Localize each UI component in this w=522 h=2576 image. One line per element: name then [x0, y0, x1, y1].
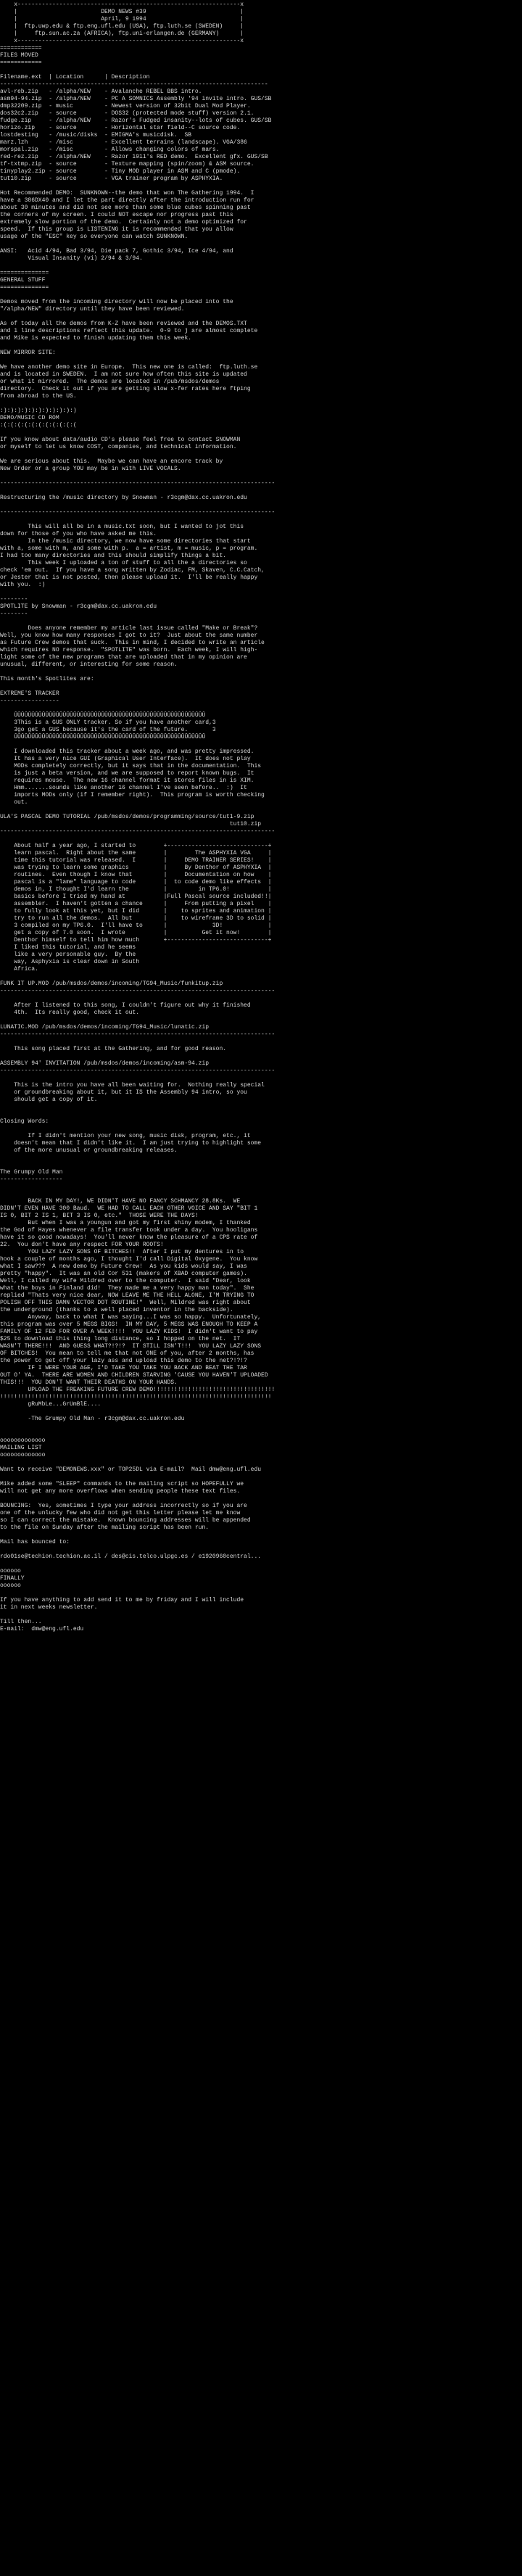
- text-line: Africa.: [0, 966, 38, 973]
- text-line: it in next weeks newsletter.: [0, 1604, 98, 1611]
- text-line: Demos moved from the incoming directory will now be placed into the: [0, 299, 233, 305]
- text-line: dmp32209.zip - music - Newest version of 32bit Dual Mod Player.: [0, 103, 251, 110]
- text-line: try to run all the demos. All but | to wireframe 3D to solid |: [0, 915, 272, 922]
- text-line: ==============: [0, 284, 49, 291]
- text-line: marz.lzh - /misc - Excellent terrains (landscape). VGA/386: [0, 139, 247, 146]
- text-line: 4th. Its really good, check it out.: [0, 1010, 140, 1016]
- text-line: gRuMbLe...GrUmBlE....: [0, 1401, 102, 1408]
- text-line: :):):):):):):):):):):): [0, 408, 77, 414]
- text-line: --------: [0, 611, 28, 617]
- text-line: dos32c2.zip - source - DOS32 (protected mode stuff) version 2.1.: [0, 110, 254, 117]
- text-line: MODs completely correctly, but it says that in the documentation. This: [0, 763, 262, 769]
- text-line: this program was over 5 MEGS BIGS! IN MY DAY, 5 MEGS WAS ENOUGH TO KEEP A: [0, 1321, 258, 1328]
- text-line: WASN'T THERE!!! AND GUESS WHAT?!?!? IT STILL ISN'T!!! YOU LAZY LAZY SONS: [0, 1343, 262, 1350]
- text-line: [0, 1590, 522, 1597]
- text-line: "/alpha/NEW" directory until they have been reviewed.: [0, 306, 185, 313]
- text-line: red-rez.zip - /alpha/NEW - Razor 1911's RED demo. Excellent gfx. GUS/SB: [0, 154, 268, 160]
- text-line: But when I was a youngun and got my first shiny modem, I thanked: [0, 1220, 251, 1226]
- text-line: [0, 741, 522, 748]
- text-line: [0, 589, 522, 596]
- text-line: [0, 1053, 522, 1060]
- text-line: will not get any more overflows when sending people these text files.: [0, 1488, 241, 1495]
- funk-it-up-section: [0, 981, 522, 1024]
- text-line: If you know about data/audio CD's please feel free to contact SNOWMAN: [0, 437, 241, 443]
- text-line: way, Asphyxia is clear down in South: [0, 959, 140, 965]
- text-line: | ftp.uwp.edu & ftp.eng.ufl.edu (USA), ftp.luth.se (SWEDEN) |: [0, 23, 244, 30]
- text-line: [0, 502, 522, 509]
- text-line: -The Grumpy Old Man - r3cgm@dax.cc.uakron.edu: [0, 1416, 185, 1422]
- text-line: [0, 1126, 522, 1133]
- text-line: This month's Spotlites are:: [0, 676, 94, 682]
- text-line: Well, you know how many responses I got to it? Just about the same number: [0, 632, 258, 639]
- text-line: I downloaded this tracker about a week ago, and was pretty impressed.: [0, 748, 254, 755]
- text-line: [0, 973, 522, 981]
- text-line: tinyplay2.zip - source - Tiny MOD player in ASM and C (pmode).: [0, 168, 241, 175]
- text-line: :(:(:(:(:(:(:(:(:(:(:(: [0, 422, 77, 429]
- text-line: Does anyone remember my article last issue called "Make or Break"?: [0, 625, 258, 632]
- text-line: [0, 357, 522, 364]
- text-line: to fully look at this yet, but I did | to sprites and animation |: [0, 908, 272, 915]
- text-line: [0, 618, 522, 625]
- text-line: the God of Hayes whenever a file transfer took under a day. You hooligans: [0, 1227, 258, 1234]
- text-line: [0, 1546, 522, 1553]
- text-line: FAMILY OF 12 FED FOR OVER A WEEK!!!! YOU LAZY KIDS! I didn't want to pay: [0, 1329, 258, 1335]
- text-line: EXTREME'S TRACKER: [0, 690, 59, 697]
- text-line: NEW MIRROR SITE:: [0, 350, 56, 356]
- text-line: ============: [0, 45, 42, 51]
- text-line: -------------------------------------------------------------------------------: [0, 509, 276, 516]
- text-line: -------------------------------------------------------------------------------: [0, 988, 276, 994]
- text-line: tut10.zip - source - VGA trainer program by ASPHYXIA.: [0, 176, 223, 182]
- text-line: [0, 451, 522, 458]
- text-line: [0, 683, 522, 690]
- text-line: pretty "happy". It was an old Cor 531 (makers of XBAD computer games).: [0, 1271, 247, 1277]
- text-line: hook a couple of months ago, I thought I'd call Digital Oxygene. You know: [0, 1256, 258, 1263]
- text-line: | April, 9 1994 |: [0, 16, 244, 22]
- text-line: [0, 67, 522, 74]
- text-line: should get a copy of it.: [0, 1097, 98, 1103]
- text-line: [0, 1532, 522, 1539]
- text-line: 3go get a GUS because it's the card of the future. 3: [0, 727, 216, 733]
- text-line: MAILING LIST: [0, 1445, 42, 1451]
- text-line: [0, 1459, 522, 1466]
- text-line: or what it mirrored. The demos are located in /pub/msdos/demos: [0, 379, 220, 385]
- text-line: time this tutorial was released. I | DEMO TRAINER SERIES! |: [0, 857, 272, 864]
- text-line: -------------------------------------------------------------------------------: [0, 1068, 276, 1074]
- text-line: of the more unusual or groundbreaking releases.: [0, 1147, 178, 1154]
- text-line: DEMO/MUSIC CD ROM: [0, 415, 59, 421]
- text-line: check 'em out. If you have a song written by Zodiac, FM, Skaven, C.C.Catch,: [0, 567, 265, 574]
- text-line: Till then...: [0, 1619, 42, 1625]
- text-line: demos in, I thought I'd learn the | in TP6.0! |: [0, 886, 272, 893]
- text-line: In the /music directory, we now have some directories that start: [0, 538, 251, 545]
- text-line: [0, 1495, 522, 1503]
- text-line: !!!!!!!!!!!!!!!!!!!!!!!!!!!!!!!!!!!!!!!!!!!!!!!!!!!!!!!!!!!!!!!!!!!!!!!!!!!!!!: [0, 1394, 272, 1400]
- text-line: ULA'S PASCAL DEMO TUTORIAL /pub/msdos/demos/programming/source/tut1-9.zip: [0, 814, 254, 820]
- text-line: the power to get off your lazy ass and upload this demo to the net?!?!?: [0, 1358, 247, 1364]
- text-line: [0, 1611, 522, 1619]
- text-line: oooooo: [0, 1582, 21, 1589]
- text-line: DIDN'T EVEN HAVE 300 Baud. WE HAD TO CALL EACH OTHER VOICE AND SAY "BIT 1: [0, 1205, 258, 1212]
- text-line: from abroad to the US.: [0, 393, 77, 400]
- text-line: what I saw??? A new demo by Future Crew! As you kids would say, I was: [0, 1263, 247, 1270]
- newsletter-header: [0, 1, 522, 45]
- text-line: Want to receive "DEMONEWS.xxx" or TOP25DL via E-mail? Mail dmw@eng.ufl.edu: [0, 1466, 262, 1473]
- text-line: -------------------------------------------------------------------------------: [0, 480, 276, 487]
- text-line: [0, 241, 522, 248]
- text-line: fudge.zip - /alpha/NEW - Razor's Fudged insanity--lots of cubes. GUS/SB: [0, 117, 272, 124]
- text-line: Filename.ext | Location | Description: [0, 74, 150, 80]
- text-line: [0, 705, 522, 712]
- text-line: light some of the new programs that are uploaded that in my opinion are: [0, 654, 247, 661]
- text-line: Restructuring the /music directory by Snowman - r3cgm@dax.cc.uakron.edu: [0, 495, 247, 501]
- text-line: routines. Even though I know that | Documentation on how |: [0, 872, 272, 878]
- text-line: Closing Words:: [0, 1118, 49, 1125]
- text-line: lostdesting - /music/disks - EMIGMA's musicdisk. SB: [0, 132, 192, 139]
- text-line: The Grumpy Old Man: [0, 1169, 63, 1176]
- text-line: oooooo: [0, 1568, 21, 1574]
- text-line: was trying to learn some graphics | By Denthor of ASPHYXIA |: [0, 864, 272, 871]
- text-line: [0, 183, 522, 190]
- text-line: As of today all the demos from K-Z have been reviewed and the DEMOS.TXT: [0, 321, 247, 327]
- text-line: POLISH OFF THIS DAMN VECTOR DOT ROUTINE!" Well, Mildred was right about: [0, 1300, 251, 1306]
- text-line: as Future Crew demos that suck. This in mind, I decided to write an article: [0, 640, 265, 646]
- text-line: ooooooooooooo: [0, 1437, 46, 1444]
- text-line: [0, 1561, 522, 1568]
- text-line: pascal is a "lame" language to code | to code demo like effects |: [0, 879, 272, 886]
- text-line: BOUNCING: Yes, sometimes I type your address incorrectly so if you are: [0, 1503, 247, 1509]
- text-line: down for those of you who have asked me this.: [0, 531, 157, 537]
- text-line: ÛÛÛÛÛÛÛÛÛÛÛÛÛÛÛÛÛÛÛÛÛÛÛÛÛÛÛÛÛÛÛÛÛÛÛÛÛÛÛÛÛÛÛÛÛÛÛÛÛÛÛÛÛÛÛ: [0, 734, 206, 740]
- text-line: Mike added some "SLEEP" commands to the mailing script so HOPEFULLY we: [0, 1481, 244, 1487]
- text-line: ============: [0, 59, 42, 66]
- text-line: --------: [0, 596, 28, 603]
- text-line: -------------------------------------------------------------------------------: [0, 828, 276, 835]
- text-line: to the file on Sunday after the mailing script has been run.: [0, 1524, 210, 1531]
- text-line: OF BITCHES! You mean to tell me that not ONE of you, after 2 months, has: [0, 1350, 254, 1357]
- text-line: avl-reb.zip - /alpha/NEW - Avalanche REBEL BBS intro.: [0, 88, 202, 95]
- text-line: requires mouse. The new 16 channel format it stores files in is XIM.: [0, 777, 254, 784]
- text-line: horizo.zip - source - Horizontal star field--C source code.: [0, 125, 241, 131]
- text-line: x----------------------------------------------------------------x: [0, 38, 244, 44]
- general-stuff-section: [0, 263, 522, 596]
- recommended-demo-section: [0, 183, 522, 241]
- text-line: This will all be in a music.txt soon, but I wanted to jot this: [0, 524, 244, 530]
- text-line: [0, 1408, 522, 1416]
- text-line: Hmm.......sounds like another 16 channel I've seen before.. :) It: [0, 785, 247, 791]
- text-line: 3 compiled on my TP6.0. I'll have to | 3D! |: [0, 922, 272, 929]
- text-line: [0, 292, 522, 299]
- text-line: and 1 line descriptions reflect this update. 0-9 to j are almost complete: [0, 328, 258, 334]
- ansi-section: [0, 241, 522, 263]
- text-line: [0, 1039, 522, 1046]
- text-line: $25 to download this thing long distance, so I hopped on the net. IT: [0, 1336, 241, 1342]
- text-line: | DEMO NEWS #39 |: [0, 9, 244, 15]
- text-line: [0, 487, 522, 495]
- text-line: ASSEMBLY 94' INVITATION /pub/msdos/demos/incoming/asm-94.zip: [0, 1060, 210, 1067]
- text-line: [0, 1111, 522, 1118]
- text-line: usage of the "ESC" key so everyone can watch SUNKNOWN.: [0, 234, 188, 240]
- text-line: speed. If this group is LISTENING it is recommended that you allow: [0, 226, 233, 233]
- text-line: [0, 1191, 522, 1198]
- text-line: -------------------------------------------------------------------------------: [0, 1031, 276, 1038]
- text-line: | ftp.sun.ac.za (AFRICA), ftp.uni-erlangen.de (GERMANY) |: [0, 30, 244, 37]
- pascal-tutorial-section: [0, 814, 522, 981]
- text-line: [0, 1184, 522, 1191]
- spotlite-section: [0, 596, 522, 690]
- text-line: [0, 342, 522, 350]
- text-line: FUNK IT UP.MOD /pub/msdos/demos/incoming/TG94_Music/funkitup.zip: [0, 981, 223, 987]
- text-line: This week I uploaded a ton of stuff to all the a directories so: [0, 560, 247, 566]
- text-line: YOU LAZY LAZY SONS OF BITCHES!! After I put my dentures in to: [0, 1249, 244, 1255]
- assembly-invitation-section: [0, 1060, 522, 1111]
- text-line: is just a beta version, and we are supposed to report known bugs. It: [0, 770, 254, 777]
- text-line: one of the unlucky few who did not get this letter please let me know: [0, 1510, 241, 1516]
- text-line: [0, 1075, 522, 1082]
- text-line: replied "Thats very nice dear, NOW LEAVE ME THE HELL ALONE, I'M TRYING TO: [0, 1292, 254, 1299]
- text-line: with a, some with m, and some with p. a = artist, m = music, p = program.: [0, 545, 258, 552]
- text-line: tut10.zip: [0, 821, 262, 827]
- text-line: LUNATIC.MOD /pub/msdos/demos/incoming/TG94_Music/lunatic.zip: [0, 1024, 210, 1031]
- text-line: We are serious about this. Maybe we can have an encore track by: [0, 458, 223, 465]
- text-line: the underground (thanks to a well placed inventor in the backside).: [0, 1307, 233, 1313]
- text-line: Visual Insanity (vi) 2/94 & 3/94.: [0, 255, 143, 262]
- text-line: [0, 516, 522, 524]
- text-line: Well, I called my wife Mildred over to the computer. I said "Dear, look: [0, 1278, 251, 1284]
- text-line: ÛÛÛÛÛÛÛÛÛÛÛÛÛÛÛÛÛÛÛÛÛÛÛÛÛÛÛÛÛÛÛÛÛÛÛÛÛÛÛÛÛÛÛÛÛÛÛÛÛÛÛÛÛÛÛ: [0, 712, 206, 719]
- text-line: the corners of my screen. I could NOT escape nor progress past this: [0, 212, 233, 218]
- text-line: ooooooooooooo: [0, 1452, 46, 1458]
- text-line: THIS!!! YOU DON'T WANT THEIR DEATHS ON YOUR HANDS.: [0, 1379, 178, 1386]
- text-line: IS 0, BIT 2 IS 1, BIT 3 IS 0, etc." THOSE WERE THE DAYS!: [0, 1213, 199, 1219]
- text-line: [0, 313, 522, 321]
- text-line: 3This is a GUS ONLY tracker. So if you have another card,3: [0, 719, 216, 726]
- text-line: have it so good nowadays! You'll never know the pleasure of a CPS rate of: [0, 1234, 258, 1241]
- finally-section: [0, 1568, 522, 1633]
- text-line: [0, 806, 522, 814]
- text-line: Mail has bounced to:: [0, 1539, 70, 1545]
- text-line: and Mike is expected to finish updating them this week.: [0, 335, 192, 342]
- text-line: [0, 1162, 522, 1169]
- text-line: I had too many directories and this should simplify things a bit.: [0, 553, 227, 559]
- text-line: IF I WERE YOUR AGE, I'D TAKE YOU TAKE YOU BACK AND BEAT THE TAR: [0, 1365, 247, 1371]
- text-line: or groundbreaking about it, but it IS the Assembly 94 intro, so you: [0, 1089, 247, 1096]
- text-line: [0, 1474, 522, 1481]
- text-line: GENERAL STUFF: [0, 277, 46, 284]
- text-line: doesn't mean that I didn't like it. I am just trying to highlight some: [0, 1140, 262, 1147]
- text-line: Hot Recommended DEMO: SUNKNOWN--the demo that won The Gathering 1994. I: [0, 190, 254, 197]
- text-line: -----------------: [0, 698, 59, 704]
- text-line: extremely slow portion of the demo. Certainly not a demo optimized for: [0, 219, 247, 226]
- text-line: It has a very nice GUI (Graphical User Interface). It does not play: [0, 756, 251, 762]
- text-line: UPLOAD THE FREAKING FUTURE CREW DEMO!!!!!!!!!!!!!!!!!!!!!!!!!!!!!!!!!!!: [0, 1387, 276, 1393]
- text-line: ==============: [0, 270, 49, 276]
- text-line: [0, 1430, 522, 1437]
- text-line: directory. Check it out if you are getting slow x-fer rates here ftping: [0, 386, 251, 392]
- text-line: Denthor himself to tell him how much +-----------------------------+: [0, 937, 272, 944]
- text-line: basics before I tried my hand at |Full Pascal source included!!|: [0, 893, 272, 900]
- text-line: [0, 1155, 522, 1162]
- text-line: About half a year ago, I started to +-----------------------------+: [0, 843, 272, 849]
- text-line: 22. You don't have any respect FOR YOUR ROOTS!: [0, 1242, 164, 1248]
- text-line: If I didn't mention your new song, music disk, program, etc., it: [0, 1133, 251, 1139]
- text-line: morspal.zip - /misc - Allows changing colors of mars.: [0, 146, 220, 153]
- text-line: BACK IN MY DAY!, WE DIDN'T HAVE NO FANCY SCHMANCY 28.8Ks. WE: [0, 1198, 241, 1205]
- text-line: get a copy of 7.0 soon. I wrote | Get it now! |: [0, 930, 272, 936]
- text-line: asm94-94.zip - /alpha/NEW - PC A SOMNICS Assembly '94 invite intro. GUS/SB: [0, 96, 272, 102]
- text-line: [0, 995, 522, 1002]
- mailing-list-section: [0, 1430, 522, 1568]
- text-line: tf-txtmp.zip - source - Texture mapping (spin/zoom) & ASM source.: [0, 161, 254, 168]
- text-line: assembler. I haven't gotten a chance | From putting a pixel |: [0, 901, 272, 907]
- text-line: about 30 minutes and did not see more than some blue cubes spinning past: [0, 205, 251, 211]
- text-line: E-mail: dmw@eng.ufl.edu: [0, 1626, 84, 1632]
- text-line: I liked this tutorial, and he seems: [0, 944, 136, 951]
- text-line: We have another demo site in Europe. This new one is called: ftp.luth.se: [0, 364, 258, 371]
- text-line: [0, 669, 522, 676]
- text-line: [0, 473, 522, 480]
- text-line: ------------------: [0, 1176, 63, 1183]
- text-line: like a very personable guy. By the: [0, 951, 136, 958]
- text-line: imports MODs only (if I remember right). This program is worth checking: [0, 792, 265, 798]
- text-line: rdo01se@techion.techion.ac.il / des@cis.telco.ulpgc.es / e1920960central...: [0, 1553, 262, 1560]
- text-line: learn pascal. Right about the same | The ASPHYXIA VGA |: [0, 850, 272, 856]
- text-line: SPOTLITE by Snowman - r3cgm@dax.cc.uakron.edu: [0, 603, 157, 610]
- text-line: OUT O' YA. THERE ARE WOMEN AND CHILDREN STARVING 'CAUSE YOU HAVEN'T UPLOADED: [0, 1372, 268, 1379]
- text-line: This song placed first at the Gathering, and for good reason.: [0, 1046, 227, 1052]
- text-line: what the boys in Finland did! They made me a very happy man today". She: [0, 1285, 254, 1292]
- text-line: [0, 429, 522, 437]
- text-line: If you have anything to add send it to me by friday and I will include: [0, 1597, 244, 1603]
- text-line: out.: [0, 799, 28, 806]
- text-line: [0, 400, 522, 408]
- text-line: have a 386DX40 and I let the part directly after the introduction run for: [0, 197, 254, 204]
- text-line: Anyway, back to what I was saying...I was so happy. Unfortunately,: [0, 1314, 262, 1321]
- closing-words-section: [0, 1111, 522, 1162]
- text-line: ANSI: Acid 4/94, Bad 3/94, Die pack 7, Gothic 3/94, Ice 4/94, and: [0, 248, 233, 255]
- text-line: unusual, different, or interesting for some reason.: [0, 661, 178, 668]
- extremes-tracker-section: [0, 690, 522, 814]
- text-line: and is located in SWEDEN. I am not sure how often this site is updated: [0, 371, 247, 378]
- text-line: FILES MOVED: [0, 52, 38, 59]
- files-moved-section: [0, 45, 522, 183]
- text-line: After I listened to this song, I couldn't figure out why it finished: [0, 1002, 251, 1009]
- text-line: [0, 835, 522, 843]
- text-line: so I can correct the mistake. Known bouncing addresses will be appended: [0, 1517, 251, 1524]
- text-line: This is the intro you have all been waiting for. Nothing really special: [0, 1082, 265, 1089]
- text-line: [0, 1423, 522, 1430]
- text-line: or myself to let us know COST, companies, and technical information.: [0, 444, 237, 450]
- lunatic-section: [0, 1024, 522, 1060]
- text-line: x----------------------------------------------------------------x: [0, 1, 244, 8]
- text-line: or Jester that is not posted, then please upload it. I'll be really happy: [0, 574, 258, 581]
- text-line: -----------------------------------------------------------------------------: [0, 81, 268, 88]
- grumpy-old-man-section: [0, 1162, 522, 1430]
- text-line: New Order or a group YOU may be in with LIVE VOCALS.: [0, 466, 181, 472]
- text-line: [0, 1104, 522, 1111]
- text-line: [0, 263, 522, 270]
- text-line: [0, 1017, 522, 1024]
- text-line: which requires NO response. "SPOTLITE" was born. Each week, I will high-: [0, 647, 258, 653]
- text-line: FINALLY: [0, 1575, 25, 1582]
- text-line: with you. :): [0, 582, 46, 588]
